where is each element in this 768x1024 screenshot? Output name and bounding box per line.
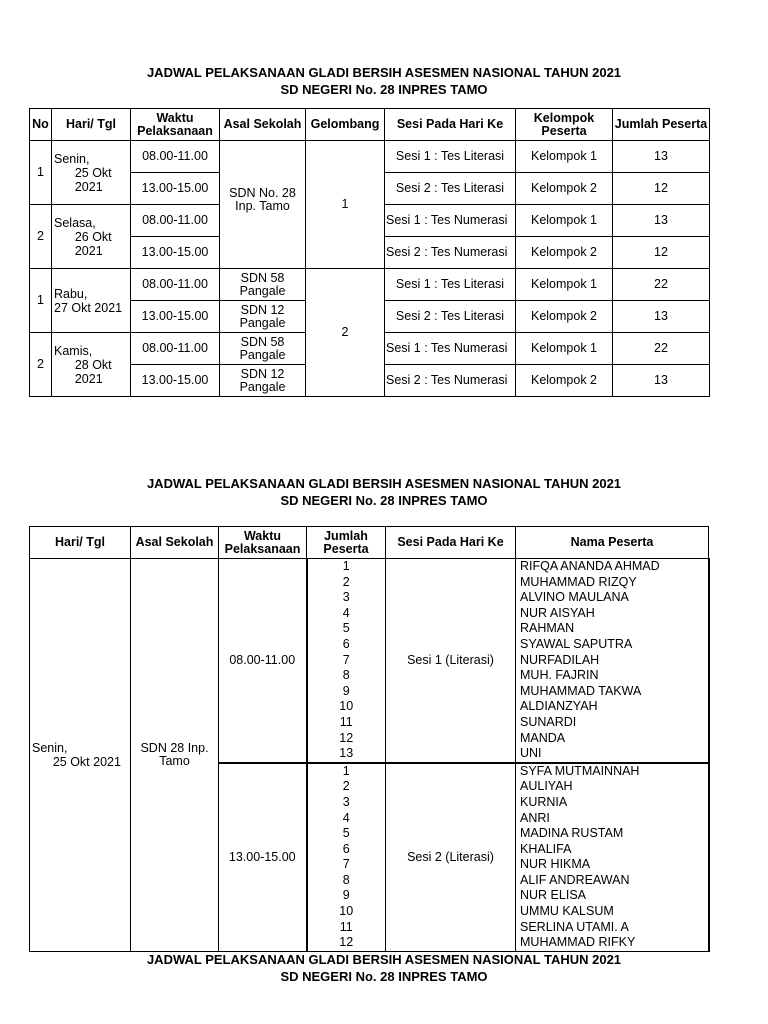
row-asal: SDN 58 Pangale: [220, 269, 306, 301]
participant-name: KHALIFA: [520, 841, 572, 856]
participants-day: Senin, 25 Okt 2021: [30, 559, 131, 952]
row-waktu: 13.00-15.00: [131, 301, 220, 333]
session-names: [516, 763, 709, 952]
participant-name: MUHAMMAD RIZQY: [520, 574, 637, 589]
row-waktu: 13.00-15.00: [131, 173, 220, 205]
participant-name: UMMU KALSUM: [520, 904, 614, 919]
participant-name: ALDIANZYAH: [520, 699, 598, 714]
participant-number: 12: [339, 730, 354, 745]
row-sesi: Sesi 2 : Tes Literasi: [385, 173, 516, 205]
section2-subtitle: SD NEGERI No. 28 INPRES TAMO: [280, 493, 488, 508]
row-jumlah: 22: [613, 333, 710, 365]
session-numbers: [307, 559, 386, 763]
participant-name: NUR HIKMA: [520, 857, 591, 872]
header-hari: Hari/ Tgl: [30, 527, 131, 559]
session-sesi: Sesi 2 (Literasi): [386, 763, 516, 952]
participant-name: NUR AISYAH: [520, 605, 595, 620]
row-asal: SDN 58 Pangale: [220, 333, 306, 365]
participant-number: 9: [342, 888, 350, 903]
participant-number: 1: [342, 559, 350, 573]
participant-number: 9: [342, 683, 350, 698]
row-no: 1: [30, 141, 52, 205]
session-sesi: Sesi 1 (Literasi): [386, 559, 516, 763]
header-jumlah: Jumlah Peserta: [307, 527, 386, 559]
session-row: [30, 559, 709, 763]
row-gelombang: 1: [306, 141, 385, 269]
row-kelompok: Kelompok 1: [516, 333, 613, 365]
row-kelompok: Kelompok 2: [516, 237, 613, 269]
row-jumlah: 13: [613, 301, 710, 333]
participant-number: 11: [339, 714, 353, 729]
row-jumlah: 12: [613, 173, 710, 205]
session-numbers: [307, 763, 386, 952]
schedule-table: [29, 108, 710, 397]
participant-number: 13: [339, 746, 354, 761]
section1-title: JADWAL PELAKSANAAN GLADI BERSIH ASESMEN NASIONAL TAHUN 2021: [146, 65, 622, 80]
header-asal: Asal Sekolah: [220, 109, 306, 141]
participants-table: [29, 526, 710, 952]
participant-name: SERLINA UTAMI. A: [520, 919, 629, 934]
participant-number: 4: [342, 605, 350, 620]
row-jumlah: 13: [613, 141, 710, 173]
participant-name: MUHAMMAD RIFKY: [520, 935, 636, 950]
participant-name: ANRI: [520, 810, 550, 825]
participant-number: 1: [342, 763, 350, 778]
row-sesi: Sesi 2 : Tes Numerasi: [385, 365, 516, 397]
participant-name: UNI: [520, 746, 542, 761]
row-day: Senin, 25 Okt 2021: [52, 141, 131, 205]
header-waktu: Waktu Pelaksanaan: [131, 109, 220, 141]
participant-number: 11: [339, 919, 353, 934]
participant-number: 12: [339, 935, 354, 950]
participant-name: MADINA RUSTAM: [520, 826, 624, 841]
participant-number: 6: [342, 841, 350, 856]
row-no: 2: [30, 333, 52, 397]
row-waktu: 08.00-11.00: [131, 141, 220, 173]
row-waktu: 08.00-11.00: [131, 333, 220, 365]
row-jumlah: 12: [613, 237, 710, 269]
section3-subtitle: SD NEGERI No. 28 INPRES TAMO: [280, 969, 488, 984]
row-sesi: Sesi 2 : Tes Numerasi: [385, 237, 516, 269]
row-kelompok: Kelompok 2: [516, 301, 613, 333]
row-asal-merged: SDN No. 28 Inp. Tamo: [220, 141, 306, 269]
header-sesi: Sesi Pada Hari Ke: [386, 527, 516, 559]
section2-title-block: [0, 475, 768, 509]
header-asal: Asal Sekolah: [131, 527, 219, 559]
row-sesi: Sesi 1 : Tes Literasi: [385, 269, 516, 301]
participant-number: 3: [342, 590, 350, 605]
participant-name: MUH. FAJRIN: [520, 668, 599, 683]
row-kelompok: Kelompok 1: [516, 269, 613, 301]
row-jumlah: 13: [613, 365, 710, 397]
participant-name: RIFQA ANANDA AHMAD: [520, 559, 660, 573]
row-waktu: 08.00-11.00: [131, 205, 220, 237]
row-no: 1: [30, 269, 52, 333]
row-sesi: Sesi 2 : Tes Literasi: [385, 301, 516, 333]
participants-header-row: [30, 527, 709, 559]
header-nama: Nama Peserta: [516, 527, 709, 559]
session-names: [516, 559, 709, 763]
row-day: Kamis, 28 Okt 2021: [52, 333, 131, 397]
section3-title: JADWAL PELAKSANAAN GLADI BERSIH ASESMEN NASIONAL TAHUN 2021: [146, 952, 622, 967]
participant-number: 2: [342, 574, 350, 589]
header-gelombang: Gelombang: [306, 109, 385, 141]
participant-name: NURFADILAH: [520, 652, 600, 667]
participant-name: MANDA: [520, 730, 566, 745]
session-waktu: 08.00-11.00: [219, 559, 307, 763]
row-day: Selasa, 26 Okt 2021: [52, 205, 131, 269]
row-waktu: 13.00-15.00: [131, 365, 220, 397]
table-row: [30, 141, 710, 173]
schedule-header-row: [30, 109, 710, 141]
participant-name: SYAWAL SAPUTRA: [520, 636, 633, 651]
row-sesi: Sesi 1 : Tes Literasi: [385, 141, 516, 173]
participant-number: 7: [342, 652, 350, 667]
participant-name: KURNIA: [520, 794, 568, 809]
section3-title-block: [0, 951, 768, 985]
participants-asal: SDN 28 Inp. Tamo: [131, 559, 219, 952]
participant-number: 3: [342, 794, 350, 809]
row-kelompok: Kelompok 1: [516, 141, 613, 173]
participant-name: SYFA MUTMAINNAH: [520, 763, 640, 778]
header-waktu: Waktu Pelaksanaan: [219, 527, 307, 559]
row-waktu: 13.00-15.00: [131, 237, 220, 269]
participant-number: 5: [342, 826, 350, 841]
section1-subtitle: SD NEGERI No. 28 INPRES TAMO: [280, 82, 488, 97]
participant-name: ALVINO MAULANA: [520, 590, 629, 605]
row-jumlah: 22: [613, 269, 710, 301]
row-asal: SDN 12 Pangale: [220, 301, 306, 333]
participant-number: 4: [342, 810, 350, 825]
row-kelompok: Kelompok 2: [516, 365, 613, 397]
header-hari: Hari/ Tgl: [52, 109, 131, 141]
row-kelompok: Kelompok 1: [516, 205, 613, 237]
participant-name: RAHMAN: [520, 621, 575, 636]
header-sesi: Sesi Pada Hari Ke: [385, 109, 516, 141]
session-waktu: 13.00-15.00: [219, 763, 307, 952]
row-sesi: Sesi 1 : Tes Numerasi: [385, 333, 516, 365]
row-sesi: Sesi 1 : Tes Numerasi: [385, 205, 516, 237]
row-waktu: 08.00-11.00: [131, 269, 220, 301]
participant-number: 5: [342, 621, 350, 636]
participant-name: MUHAMMAD TAKWA: [520, 683, 642, 698]
participant-name: AULIYAH: [520, 779, 573, 794]
participant-number: 8: [342, 668, 350, 683]
header-no: No: [30, 109, 52, 141]
participant-name: SUNARDI: [520, 714, 577, 729]
header-kelompok: Kelompok Peserta: [516, 109, 613, 141]
participant-number: 6: [342, 636, 350, 651]
participant-name: ALIF ANDREAWAN: [520, 872, 630, 887]
participant-number: 10: [339, 699, 354, 714]
header-jumlah: Jumlah Peserta: [613, 109, 710, 141]
table-row: [30, 269, 710, 301]
row-jumlah: 13: [613, 205, 710, 237]
row-kelompok: Kelompok 2: [516, 173, 613, 205]
participant-number: 10: [339, 904, 354, 919]
section2-title: JADWAL PELAKSANAAN GLADI BERSIH ASESMEN NASIONAL TAHUN 2021: [146, 476, 622, 491]
section1-title-block: [0, 64, 768, 98]
row-no: 2: [30, 205, 52, 269]
participant-name: NUR ELISA: [520, 888, 586, 903]
participant-number: 8: [342, 872, 350, 887]
row-gelombang: 2: [306, 269, 385, 397]
row-asal: SDN 12 Pangale: [220, 365, 306, 397]
participant-number: 7: [342, 857, 350, 872]
participant-number: 2: [342, 779, 350, 794]
row-day: Rabu, 27 Okt 2021: [52, 269, 131, 333]
